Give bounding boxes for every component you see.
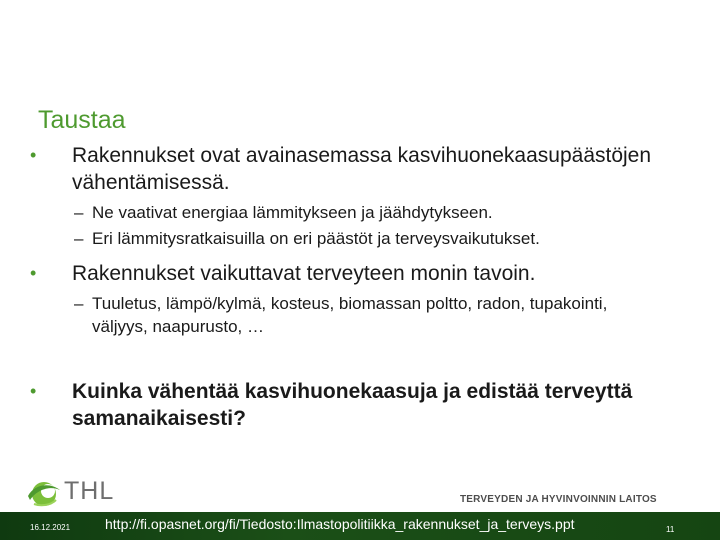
- bullet-2-text: Rakennukset vaikuttavat terveyteen monin tavoin.: [72, 262, 536, 285]
- sub-bullet-1-2: [74, 227, 674, 250]
- bullet-dot: •: [30, 263, 37, 283]
- page-number: 11: [666, 525, 675, 534]
- bullet-1: [30, 142, 690, 196]
- thl-logo-icon: [24, 476, 64, 510]
- footer-url-link[interactable]: http://fi.opasnet.org/fi/Tiedosto:Ilmastopolitiikka_rakennukset_ja_terveys.ppt: [105, 516, 575, 532]
- sub-bullet-1-1-text: Ne vaativat energiaa lämmitykseen ja jäähdytykseen.: [92, 203, 493, 222]
- bullet-dot: •: [30, 145, 37, 165]
- slide-title: Taustaa: [38, 106, 126, 134]
- sub-bullet-dash: –: [74, 203, 84, 222]
- bullet-3: [30, 378, 650, 432]
- bullet-dot: •: [30, 381, 37, 401]
- sub-bullet-1-1: [74, 201, 674, 224]
- bullet-1-text: Rakennukset ovat avainasemassa kasvihuonekaasupäästöjen vähentämisessä.: [72, 144, 652, 194]
- sub-bullet-dash: –: [74, 229, 84, 248]
- logo-text: THL: [64, 477, 115, 505]
- organization-name: TERVEYDEN JA HYVINVOINNIN LAITOS: [460, 494, 657, 505]
- footer-date: 16.12.2021: [30, 523, 71, 532]
- sub-bullet-1-2-text: Eri lämmitysratkaisuilla on eri päästöt ja terveysvaikutukset.: [92, 229, 540, 248]
- sub-bullet-2-1-text: Tuuletus, lämpö/kylmä, kosteus, biomassan poltto, radon, tupakointi, väljyys, naapurusto, …: [92, 294, 608, 336]
- bullet-2: [30, 260, 690, 287]
- sub-bullet-2-1: [74, 292, 634, 338]
- sub-bullet-dash: –: [74, 294, 84, 313]
- bullet-3-text: Kuinka vähentää kasvihuonekaasuja ja edistää terveyttä samanaikaisesti?: [72, 380, 633, 430]
